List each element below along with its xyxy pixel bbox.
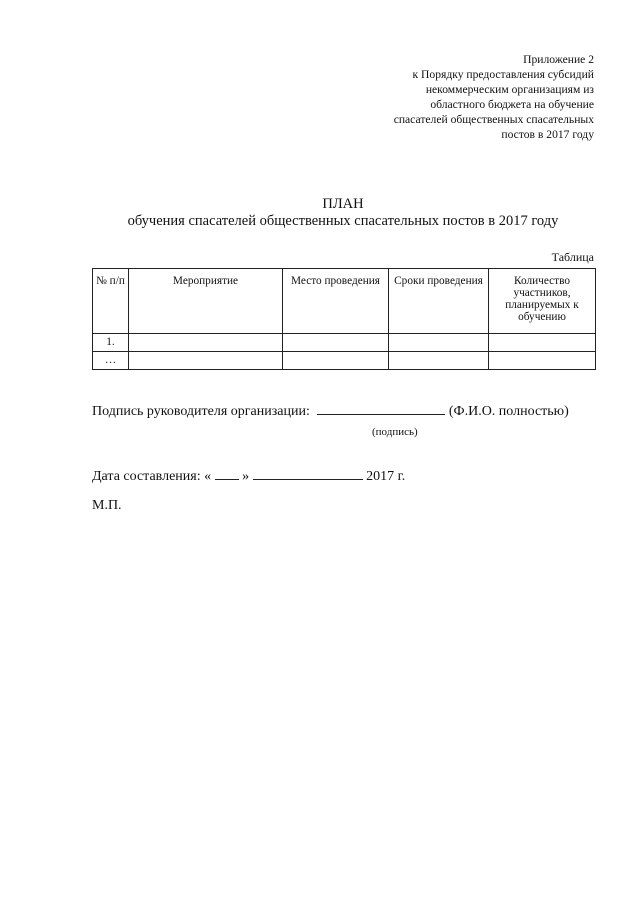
signature-label: Подпись руководителя организации: [92, 404, 310, 419]
cell-event [129, 334, 283, 352]
appendix-line: Приложение 2 [523, 53, 594, 66]
header-participants: Количество участников, планируемых к обучению [489, 269, 596, 334]
header-dates: Сроки проведения [389, 269, 489, 334]
signature-line [92, 404, 569, 420]
date-suffix: 2017 г. [366, 469, 406, 484]
date-line [92, 469, 405, 485]
plan-table [92, 268, 596, 370]
header-event: Мероприятие [129, 269, 283, 334]
cell-dates [389, 334, 489, 352]
title-subheading: обучения спасателей общественных спасательных постов в 2017 году [127, 213, 559, 229]
cell-dates [389, 352, 489, 370]
date-mid: » [242, 469, 250, 484]
table-caption: Таблица [551, 250, 594, 264]
date-day-blank [215, 479, 239, 480]
cell-participants [489, 334, 596, 352]
title-heading: ПЛАН [322, 196, 364, 212]
cell-number: 1. [93, 334, 129, 352]
cell-place [283, 334, 389, 352]
cell-event [129, 352, 283, 370]
signature-hint: (подпись) [372, 426, 418, 438]
appendix-header [394, 52, 594, 142]
cell-number: … [93, 352, 129, 370]
cell-place [283, 352, 389, 370]
table-row [93, 352, 596, 370]
appendix-line: к Порядку предоставления субсидий [412, 68, 594, 81]
stamp-place: М.П. [92, 498, 122, 513]
table-header-row [93, 269, 596, 334]
appendix-line: постов в 2017 году [501, 128, 594, 141]
document-title [92, 196, 594, 230]
signature-suffix: (Ф.И.О. полностью) [448, 404, 569, 419]
table-row [93, 334, 596, 352]
appendix-line: некоммерческим организациям из [425, 83, 594, 96]
signature-blank [317, 414, 445, 415]
header-place: Место проведения [283, 269, 389, 334]
header-number: № п/п [93, 269, 129, 334]
appendix-line: спасателей общественных спасательных [393, 113, 594, 126]
cell-participants [489, 352, 596, 370]
date-month-blank [253, 479, 363, 480]
date-label: Дата составления: « [92, 469, 212, 484]
appendix-line: областного бюджета на обучение [430, 98, 594, 111]
